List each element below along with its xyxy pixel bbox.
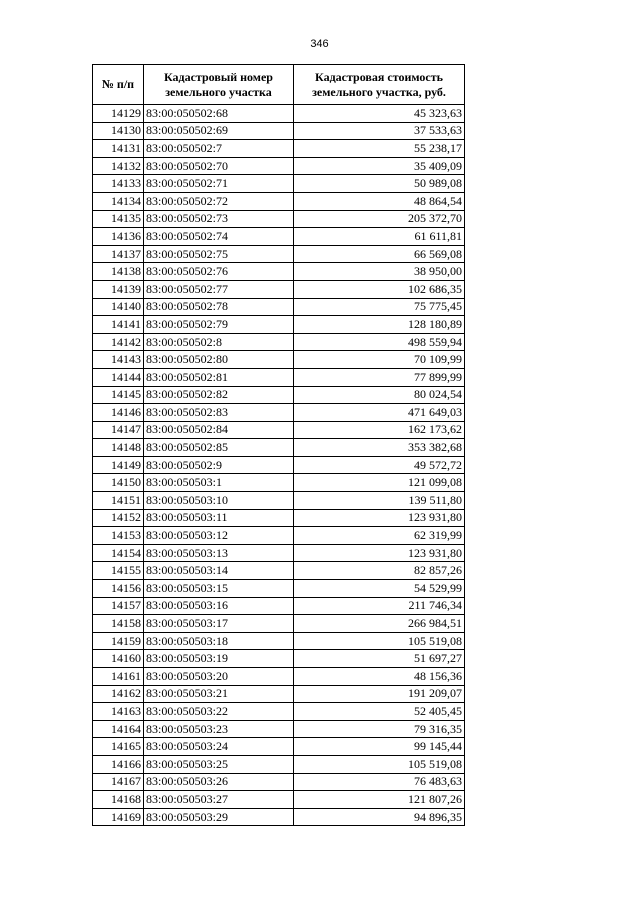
table-row [93,192,465,210]
table-row [93,597,465,615]
cadastral-number-cell: 83:00:050502:79 [144,316,294,334]
cadastral-value-cell: 105 519,08 [294,755,465,773]
cadastral-value-cell: 353 382,68 [294,439,465,457]
cadastral-value-cell: 66 569,08 [294,245,465,263]
cadastral-value-cell: 80 024,54 [294,386,465,404]
cadastral-value-cell: 99 145,44 [294,738,465,756]
table-row [93,615,465,633]
cadastral-value-cell: 498 559,94 [294,333,465,351]
cadastral-number-cell: 83:00:050502:70 [144,157,294,175]
row-number-cell: 14156 [93,580,144,598]
cadastral-number-cell: 83:00:050503:23 [144,720,294,738]
cadastral-value-cell: 162 173,62 [294,421,465,439]
row-number-cell: 14135 [93,210,144,228]
table-row [93,351,465,369]
row-number-cell: 14162 [93,685,144,703]
table-row [93,738,465,756]
row-number-cell: 14160 [93,650,144,668]
cadastral-number-cell: 83:00:050503:24 [144,738,294,756]
cadastral-number-cell: 83:00:050503:19 [144,650,294,668]
row-number-cell: 14140 [93,298,144,316]
row-number-cell: 14157 [93,597,144,615]
cadastral-value-cell: 76 483,63 [294,773,465,791]
table-row [93,298,465,316]
cadastral-number-cell: 83:00:050503:18 [144,632,294,650]
row-number-cell: 14158 [93,615,144,633]
table-row [93,210,465,228]
table-row [93,668,465,686]
cadastral-number-cell: 83:00:050503:16 [144,597,294,615]
row-number-cell: 14154 [93,544,144,562]
cadastral-value-table [92,64,465,826]
row-number-cell: 14149 [93,456,144,474]
cadastral-number-cell: 83:00:050503:22 [144,703,294,721]
cadastral-number-cell: 83:00:050502:9 [144,456,294,474]
table-row [93,386,465,404]
cadastral-number-cell: 83:00:050503:13 [144,544,294,562]
cadastral-value-cell: 70 109,99 [294,351,465,369]
row-number-cell: 14143 [93,351,144,369]
row-number-cell: 14144 [93,368,144,386]
header-row-number: № п/п [93,65,144,105]
table-row [93,791,465,809]
cadastral-number-cell: 83:00:050503:1 [144,474,294,492]
cadastral-value-cell: 105 519,08 [294,632,465,650]
cadastral-number-cell: 83:00:050502:7 [144,140,294,158]
row-number-cell: 14132 [93,157,144,175]
cadastral-value-cell: 123 931,80 [294,544,465,562]
cadastral-value-cell: 79 316,35 [294,720,465,738]
row-number-cell: 14134 [93,192,144,210]
table-row [93,703,465,721]
row-number-cell: 14147 [93,421,144,439]
cadastral-value-cell: 266 984,51 [294,615,465,633]
cadastral-value-cell: 471 649,03 [294,404,465,422]
cadastral-number-cell: 83:00:050502:72 [144,192,294,210]
cadastral-number-cell: 83:00:050503:26 [144,773,294,791]
cadastral-value-cell: 191 209,07 [294,685,465,703]
table-row [93,263,465,281]
cadastral-value-cell: 52 405,45 [294,703,465,721]
cadastral-number-cell: 83:00:050502:73 [144,210,294,228]
cadastral-number-cell: 83:00:050503:12 [144,527,294,545]
table-row [93,808,465,826]
cadastral-value-cell: 61 611,81 [294,228,465,246]
cadastral-value-cell: 48 156,36 [294,668,465,686]
cadastral-number-cell: 83:00:050502:68 [144,105,294,123]
cadastral-number-cell: 83:00:050503:17 [144,615,294,633]
table-row [93,773,465,791]
row-number-cell: 14131 [93,140,144,158]
cadastral-number-cell: 83:00:050502:8 [144,333,294,351]
table-row [93,474,465,492]
table-row [93,632,465,650]
table-row [93,509,465,527]
table-row [93,720,465,738]
table-row [93,492,465,510]
row-number-cell: 14169 [93,808,144,826]
cadastral-value-cell: 45 323,63 [294,105,465,123]
cadastral-number-cell: 83:00:050502:71 [144,175,294,193]
row-number-cell: 14130 [93,122,144,140]
row-number-cell: 14133 [93,175,144,193]
cadastral-number-cell: 83:00:050503:14 [144,562,294,580]
row-number-cell: 14167 [93,773,144,791]
cadastral-value-cell: 54 529,99 [294,580,465,598]
table-row [93,544,465,562]
cadastral-number-cell: 83:00:050502:85 [144,439,294,457]
row-number-cell: 14153 [93,527,144,545]
row-number-cell: 14152 [93,509,144,527]
row-number-cell: 14155 [93,562,144,580]
cadastral-value-cell: 121 807,26 [294,791,465,809]
cadastral-number-cell: 83:00:050503:27 [144,791,294,809]
table-header-row [93,65,465,105]
cadastral-value-cell: 48 864,54 [294,192,465,210]
row-number-cell: 14164 [93,720,144,738]
cadastral-number-cell: 83:00:050502:69 [144,122,294,140]
table-row [93,456,465,474]
table-row [93,316,465,334]
row-number-cell: 14168 [93,791,144,809]
header-cadastral-number: Кадастровый номер земельного участка [144,65,294,105]
cadastral-value-cell: 123 931,80 [294,509,465,527]
page-number: 346 [310,38,329,50]
cadastral-value-cell: 205 372,70 [294,210,465,228]
cadastral-number-cell: 83:00:050503:10 [144,492,294,510]
cadastral-number-cell: 83:00:050502:83 [144,404,294,422]
row-number-cell: 14142 [93,333,144,351]
cadastral-number-cell: 83:00:050503:20 [144,668,294,686]
cadastral-number-cell: 83:00:050503:25 [144,755,294,773]
row-number-cell: 14139 [93,280,144,298]
row-number-cell: 14137 [93,245,144,263]
table-row [93,105,465,123]
cadastral-value-cell: 62 319,99 [294,527,465,545]
row-number-cell: 14159 [93,632,144,650]
table-row [93,562,465,580]
cadastral-value-cell: 82 857,26 [294,562,465,580]
cadastral-number-cell: 83:00:050502:82 [144,386,294,404]
cadastral-number-cell: 83:00:050502:77 [144,280,294,298]
cadastral-number-cell: 83:00:050502:80 [144,351,294,369]
table-row [93,685,465,703]
header-cadastral-value: Кадастровая стоимость земельного участка, руб. [294,65,465,105]
table-row [93,421,465,439]
table-row [93,140,465,158]
cadastral-value-cell: 50 989,08 [294,175,465,193]
table-row [93,245,465,263]
row-number-cell: 14146 [93,404,144,422]
row-number-cell: 14163 [93,703,144,721]
cadastral-number-cell: 83:00:050502:74 [144,228,294,246]
row-number-cell: 14148 [93,439,144,457]
cadastral-value-cell: 35 409,09 [294,157,465,175]
table-row [93,175,465,193]
row-number-cell: 14129 [93,105,144,123]
row-number-cell: 14151 [93,492,144,510]
row-number-cell: 14161 [93,668,144,686]
row-number-cell: 14145 [93,386,144,404]
table-row [93,527,465,545]
table-row [93,580,465,598]
table-row [93,755,465,773]
row-number-cell: 14136 [93,228,144,246]
row-number-cell: 14166 [93,755,144,773]
cadastral-value-cell: 51 697,27 [294,650,465,668]
cadastral-value-cell: 94 896,35 [294,808,465,826]
table-row [93,404,465,422]
cadastral-value-cell: 49 572,72 [294,456,465,474]
cadastral-number-cell: 83:00:050502:81 [144,368,294,386]
cadastral-number-cell: 83:00:050503:11 [144,509,294,527]
row-number-cell: 14141 [93,316,144,334]
table-row [93,280,465,298]
table-row [93,439,465,457]
cadastral-number-cell: 83:00:050502:84 [144,421,294,439]
row-number-cell: 14138 [93,263,144,281]
cadastral-value-cell: 38 950,00 [294,263,465,281]
cadastral-value-cell: 75 775,45 [294,298,465,316]
row-number-cell: 14165 [93,738,144,756]
cadastral-value-cell: 121 099,08 [294,474,465,492]
row-number-cell: 14150 [93,474,144,492]
cadastral-number-cell: 83:00:050503:21 [144,685,294,703]
cadastral-value-cell: 55 238,17 [294,140,465,158]
cadastral-value-cell: 37 533,63 [294,122,465,140]
cadastral-number-cell: 83:00:050502:75 [144,245,294,263]
table-body [93,105,465,826]
cadastral-number-cell: 83:00:050502:76 [144,263,294,281]
cadastral-number-cell: 83:00:050503:29 [144,808,294,826]
cadastral-value-cell: 128 180,89 [294,316,465,334]
cadastral-value-cell: 211 746,34 [294,597,465,615]
cadastral-value-cell: 102 686,35 [294,280,465,298]
table-row [93,333,465,351]
cadastral-value-cell: 139 511,80 [294,492,465,510]
table-row [93,228,465,246]
table-row [93,368,465,386]
table-row [93,122,465,140]
cadastral-number-cell: 83:00:050503:15 [144,580,294,598]
table-row [93,157,465,175]
cadastral-value-cell: 77 899,99 [294,368,465,386]
cadastral-number-cell: 83:00:050502:78 [144,298,294,316]
table-row [93,650,465,668]
